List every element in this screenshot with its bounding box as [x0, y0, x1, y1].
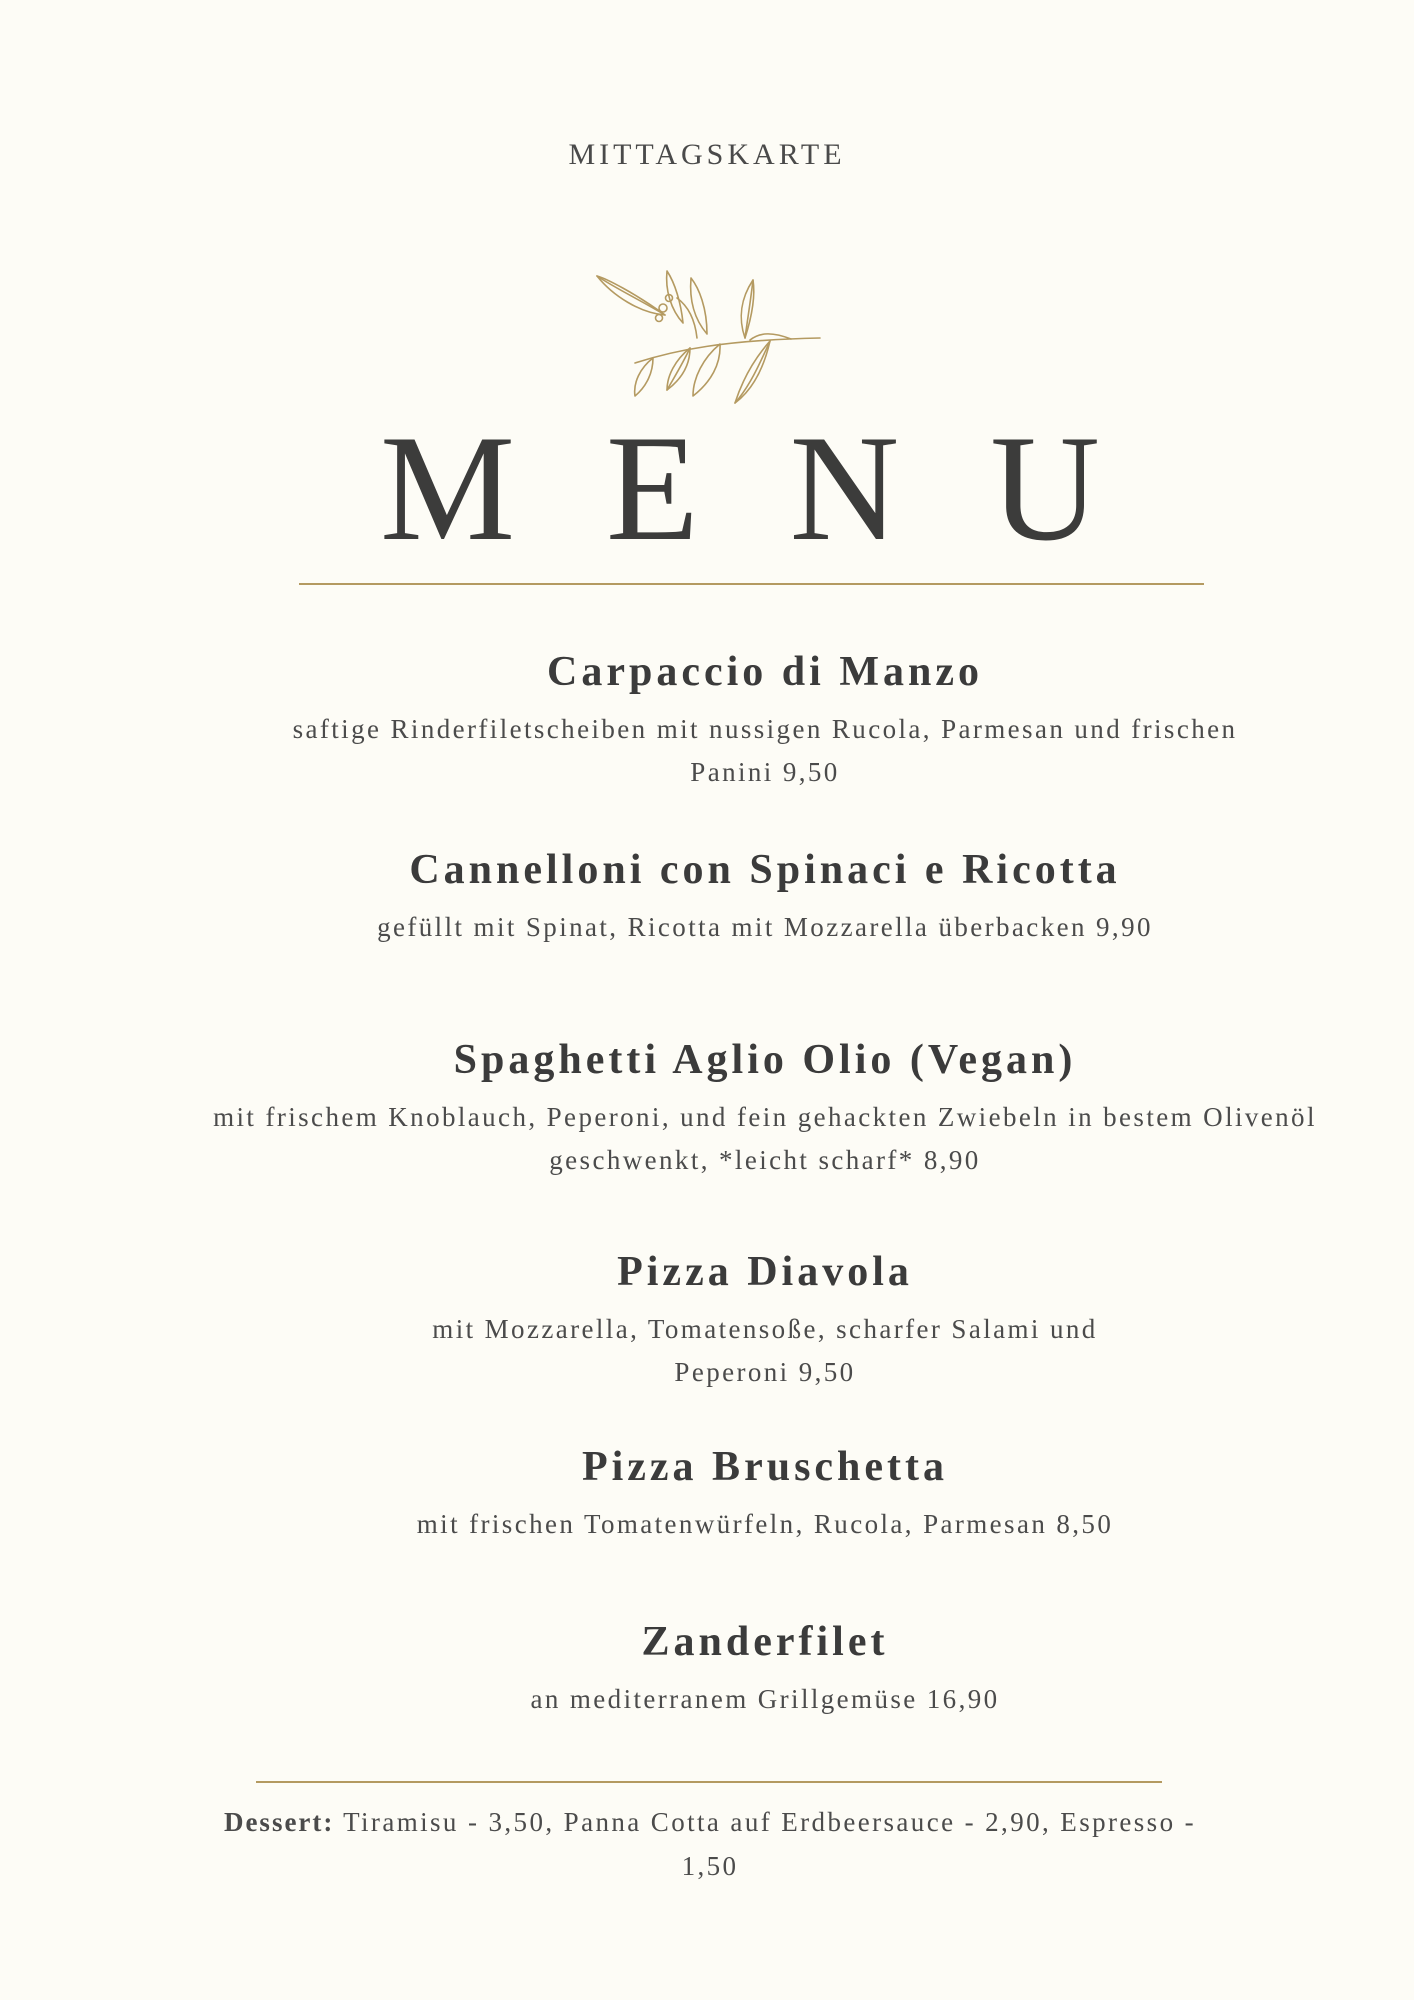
- olive-sprig-icon: [595, 268, 825, 413]
- dish-description: an mediterranem Grillgemüse 16,90: [530, 1684, 1000, 1715]
- dish-name: Pizza Bruschetta: [581, 1444, 949, 1490]
- dish-description: mit frischem Knoblauch, Peperoni, und fein gehackten Zwiebeln in bestem Olivenöl geschwenkt, *leicht scharf* 8,90: [213, 1102, 1317, 1176]
- dish-item: [190, 846, 1340, 949]
- dessert-text: Tiramisu - 3,50, Panna Cotta auf Erdbeersauce - 2,90, Espresso - 1,50: [343, 1807, 1197, 1881]
- menu-title-letter: U: [990, 404, 1100, 572]
- dish-item: [190, 1248, 1340, 1394]
- gold-divider-bottom: [256, 1781, 1162, 1783]
- dish-description: saftige Rinderfiletscheiben mit nussigen Rucola, Parmesan und frischen Panini 9,50: [292, 714, 1238, 788]
- menu-title: [380, 404, 1100, 572]
- dish-name: Zanderfilet: [641, 1619, 889, 1665]
- dish-name: Carpaccio di Manzo: [547, 649, 983, 695]
- gold-divider-top: [299, 583, 1204, 585]
- dish-description: mit frischen Tomatenwürfeln, Rucola, Parmesan 8,50: [416, 1509, 1114, 1540]
- menu-title-letter: M: [380, 404, 516, 572]
- dish-name: Spaghetti Aglio Olio (Vegan): [453, 1037, 1077, 1083]
- dish-item: [190, 1618, 1340, 1721]
- dish-description: gefüllt mit Spinat, Ricotta mit Mozzarella überbacken 9,90: [377, 912, 1153, 943]
- dish-name: Cannelloni con Spinaci e Ricotta: [409, 847, 1121, 893]
- dish-item: [190, 1036, 1340, 1182]
- menu-kicker: MITTAGSKARTE: [568, 138, 846, 171]
- dish-description: mit Mozzarella, Tomatensoße, scharfer Salami und Peperoni 9,50: [432, 1314, 1098, 1388]
- dish-item: [190, 648, 1340, 794]
- dish-name: Pizza Diavola: [617, 1249, 913, 1295]
- dessert-label: Dessert:: [223, 1807, 335, 1837]
- dessert-line: [220, 1800, 1200, 1888]
- menu-title-letter: E: [605, 404, 699, 572]
- dish-item: [190, 1443, 1340, 1546]
- menu-title-letter: N: [789, 404, 900, 572]
